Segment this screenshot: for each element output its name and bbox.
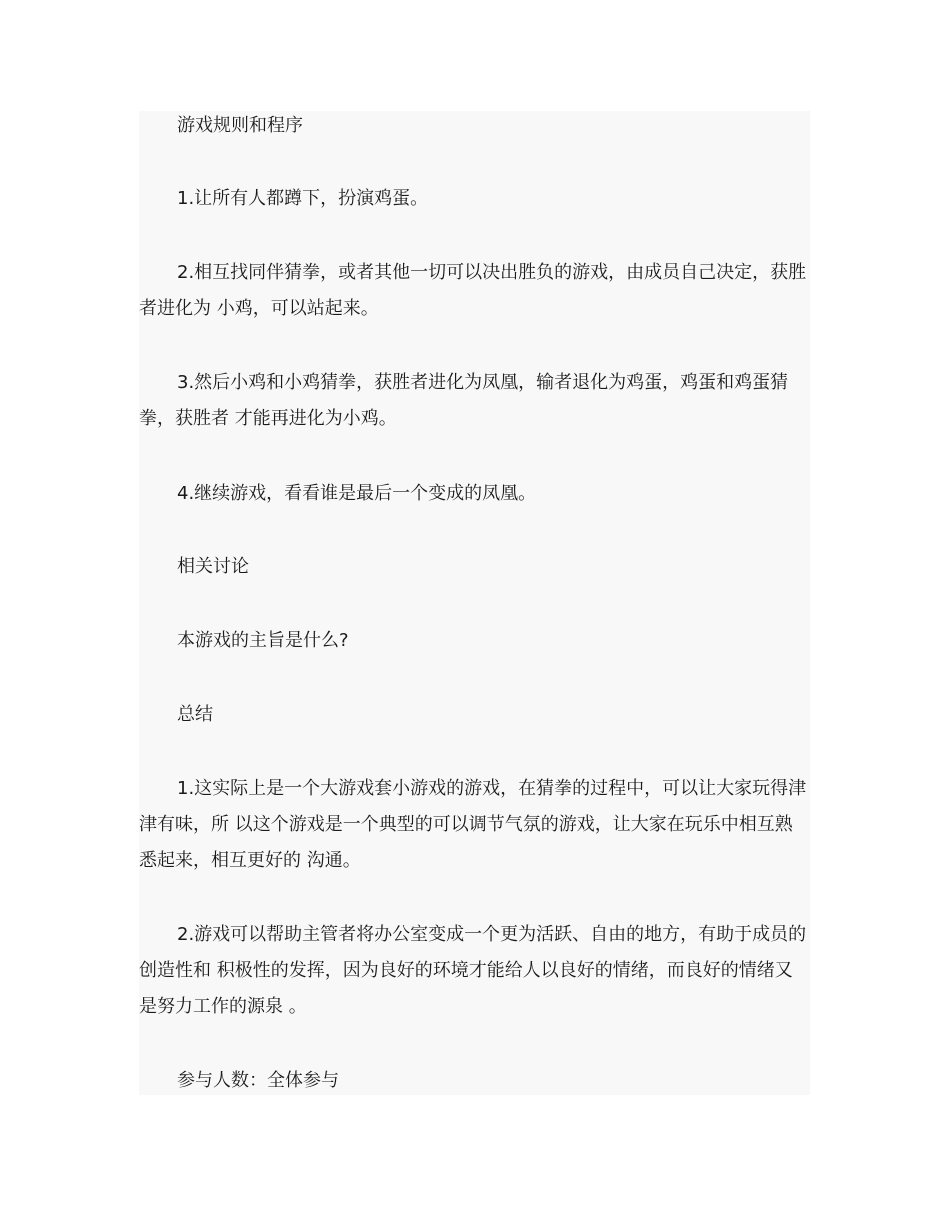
document-body xyxy=(139,111,810,1095)
rule-item-2: 2.相互找同伴猜拳，或者其他一切可以决出胜负的游戏，由成员自己决定，获胜者进化为 小鸡，可以站起来。 xyxy=(139,262,807,319)
rule-item-3: 3.然后小鸡和小鸡猜拳，获胜者进化为凤凰，输者退化为鸡蛋，鸡蛋和鸡蛋猜拳，获胜者 才能再进化为小鸡。 xyxy=(139,372,789,429)
summary-item-1: 1.这实际上是一个大游戏套小游戏的游戏，在猜拳的过程中，可以让大家玩得津津有味，所 以这个游戏是一个典型的可以调节气氛的游戏，让大家在玩乐中相互熟悉起来，相互更好的 沟通。 xyxy=(139,778,807,871)
heading-discussion: 相关讨论 xyxy=(177,556,249,577)
rule-item-4: 4.继续游戏，看看谁是最后一个变成的凤凰。 xyxy=(177,483,537,504)
heading-game-rules: 游戏规则和程序 xyxy=(177,115,303,136)
participants-line: 参与人数：全体参与 xyxy=(177,1070,339,1091)
discussion-question: 本游戏的主旨是什么? xyxy=(177,630,349,651)
rule-item-1: 1.让所有人都蹲下，扮演鸡蛋。 xyxy=(177,188,429,209)
summary-item-2: 2.游戏可以帮助主管者将办公室变成一个更为活跃、自由的地方，有助于成员的创造性和 积极性的发挥，因为良好的环境才能给人以良好的情绪，而良好的情绪又是努力工作的源泉 。 xyxy=(139,924,807,1017)
heading-summary: 总结 xyxy=(177,704,213,725)
